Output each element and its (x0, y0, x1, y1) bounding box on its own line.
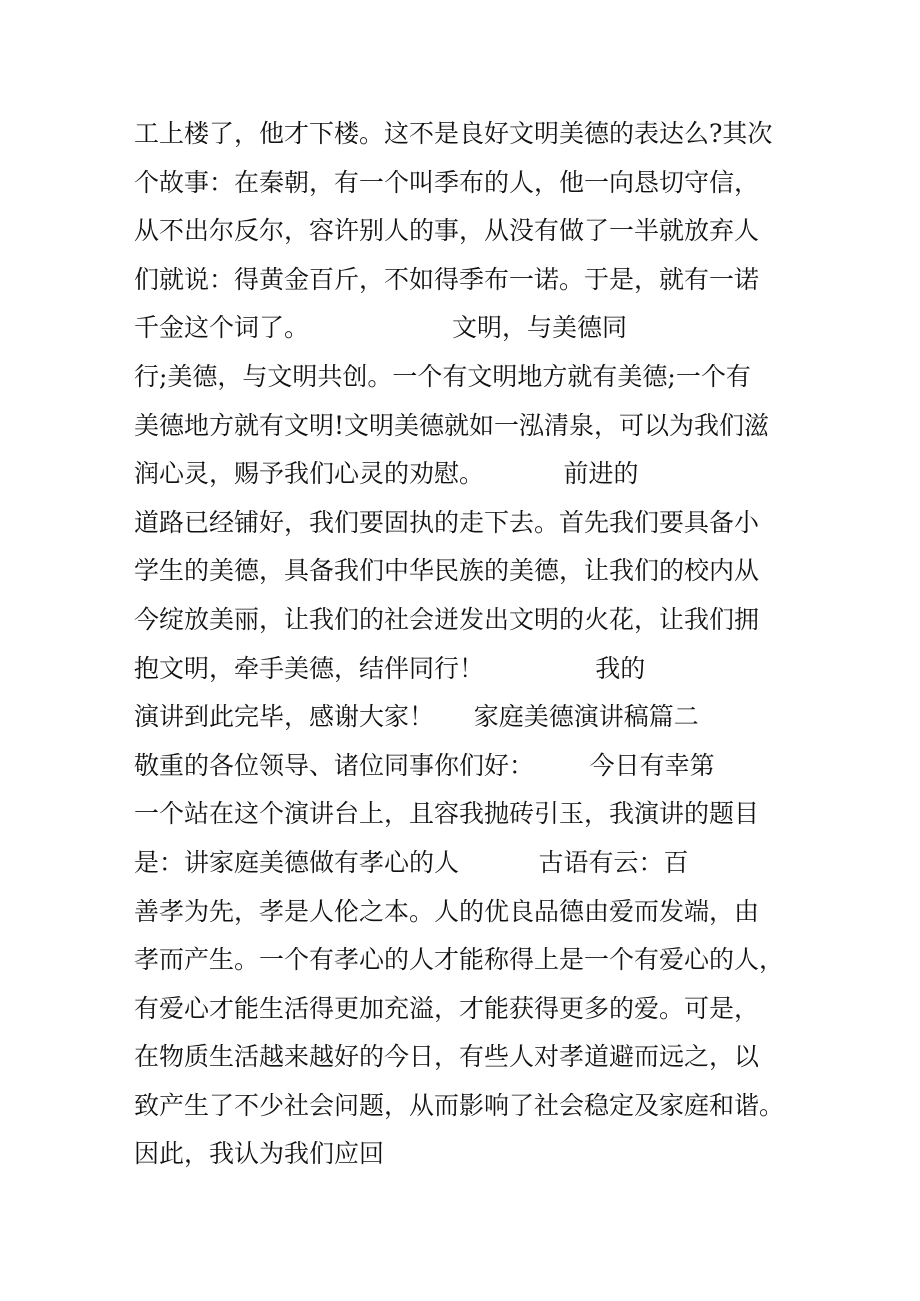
text-line: 们就说：得黄金百斤，不如得季布一诺。于是，就有一诺 (134, 264, 760, 294)
text-line: 工上楼了，他才下楼。这不是良好文明美德的表达么?其次 (134, 119, 773, 148)
text-line: 个故事：在秦朝，有一个叫季布的人，他一向恳切守信， (134, 167, 760, 197)
text-line: 致产生了不少社会问题，从而影响了社会稳定及家庭和谐。 (134, 1090, 785, 1120)
text-line: 善孝为先，孝是人伦之本。人的优良品德由爱而发端，由 (134, 896, 760, 926)
text-line: 今绽放美丽，让我们的社会迸发出文明的火花，让我们拥 (134, 604, 760, 634)
text-line: 学生的美德，具备我们中华民族的美德，让我们的校内从 (134, 556, 760, 586)
text-line: 行;美德，与文明共创。一个有文明地方就有美德;一个有 (134, 361, 751, 391)
text-line: 有爱心才能生活得更加充溢，才能获得更多的爱。可是， (134, 993, 760, 1023)
text-line: 千金这个词了。 文明，与美德同 (134, 313, 628, 343)
text-line: 抱文明，牵手美德，结伴同行！ 我的 (134, 653, 646, 683)
text-line: 因此，我认为我们应回 (134, 1139, 385, 1169)
text-line: 美德地方就有文明!文明美德就如一泓清泉，可以为我们滋 (134, 410, 770, 440)
text-line: 从不出尔反尔，容许别人的事，从没有做了一半就放弃人 (134, 216, 760, 246)
text-line: 敬重的各位领导、诸位同事你们好： 今日有幸第 (134, 750, 715, 780)
text-line: 是：讲家庭美德做有孝心的人 古语有云：百 (134, 847, 689, 877)
text-line: 在物质生活越来越好的今日，有些人对孝道避而远之，以 (134, 1042, 760, 1072)
text-line: 润心灵，赐予我们心灵的劝慰。 前进的 (134, 459, 639, 489)
document-body-text (134, 110, 814, 1179)
text-line: 孝而产生。一个有孝心的人才能称得上是一个有爱心的人， (134, 945, 785, 975)
text-line: 道路已经铺好，我们要固执的走下去。首先我们要具备小 (134, 507, 760, 537)
text-line: 一个站在这个演讲台上，且容我抛砖引玉，我演讲的题目 (134, 799, 760, 829)
text-line: 演讲到此完毕，感谢大家！ 家庭美德演讲稿篇二 (134, 702, 699, 732)
